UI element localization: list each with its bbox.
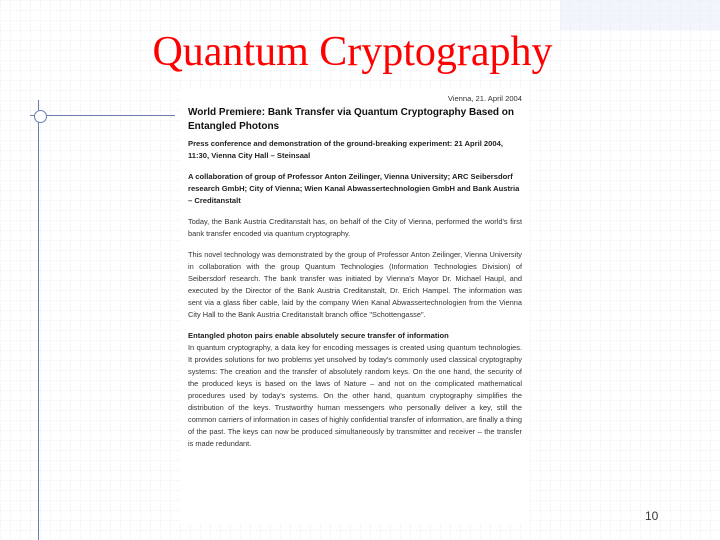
press-release-document	[180, 88, 530, 523]
paragraph-1: Today, the Bank Austria Creditanstalt has, on behalf of the City of Vienna, performed the world's first bank transfer encoded via quantum cryptography.	[188, 217, 522, 238]
document-body	[188, 106, 522, 450]
document-headline: World Premiere: Bank Transfer via Quantum Cryptography Based on Entangled Photons	[188, 107, 515, 132]
collaboration: A collaboration of group of Professor Anton Zeilinger, Vienna University; ARC Seibersdorf research GmbH; City of Vienna; Wien Kanal Abwassertechnologien GmbH and Bank Austria – Creditanstalt	[188, 172, 520, 205]
paragraph-2: This novel technology was demonstrated by the group of Professor Anton Zeilinger, Vienna University in collaboration with the group Quantum Technologies (Information Technologies Division) of Seibersdorf research. The bank transfer was initiated by Vienna's Mayor Dr. Michael Haupl, and executed by the Director of the Bank Austria Creditanstalt, Dr. Erich Hampel. The information was sent via a glass fiber cable, laid by the company Wien Kanal Abwassertechnologien from the Vienna City Hall to the Bank Austria Creditanstalt branch office "Schottengasse".	[188, 250, 522, 319]
press-conference: Press conference and demonstration of the ground-breaking experiment: 21 April 2004, 11:30, Vienna City Hall – Steinsaal	[188, 139, 503, 160]
slide-title: Quantum Cryptography	[152, 29, 553, 75]
subheading: Entangled photon pairs enable absolutely secure transfer of information	[188, 331, 449, 340]
accent-vertical-line	[38, 100, 39, 540]
accent-horizontal-line	[30, 115, 175, 116]
paragraph-3: In quantum cryptography, a data key for encoding messages is created using quantum technologies. It provides solutions for two problems yet unsolved by today's commonly used classical cryptography systems: The creation and the transfer of absolutely random keys. On the one hand, the security of the produced keys is based on the laws of Nature – and not on the complicated mathematical procedures used by today's systems. On the other hand, quantum cryptography simplifies the distribution of the keys. Trustworthy human messengers who personally deliver a key, still the common carriers of information in cases of highly confidential transfer of information, are finally a thing of the past. The keys can now be produced simultaneously by transmitter and receiver – the transfer is made redundant.	[188, 343, 522, 448]
accent-circle-icon	[34, 110, 47, 123]
document-date: Vienna, 21. April 2004	[447, 94, 522, 103]
page-number: 10	[645, 509, 659, 523]
